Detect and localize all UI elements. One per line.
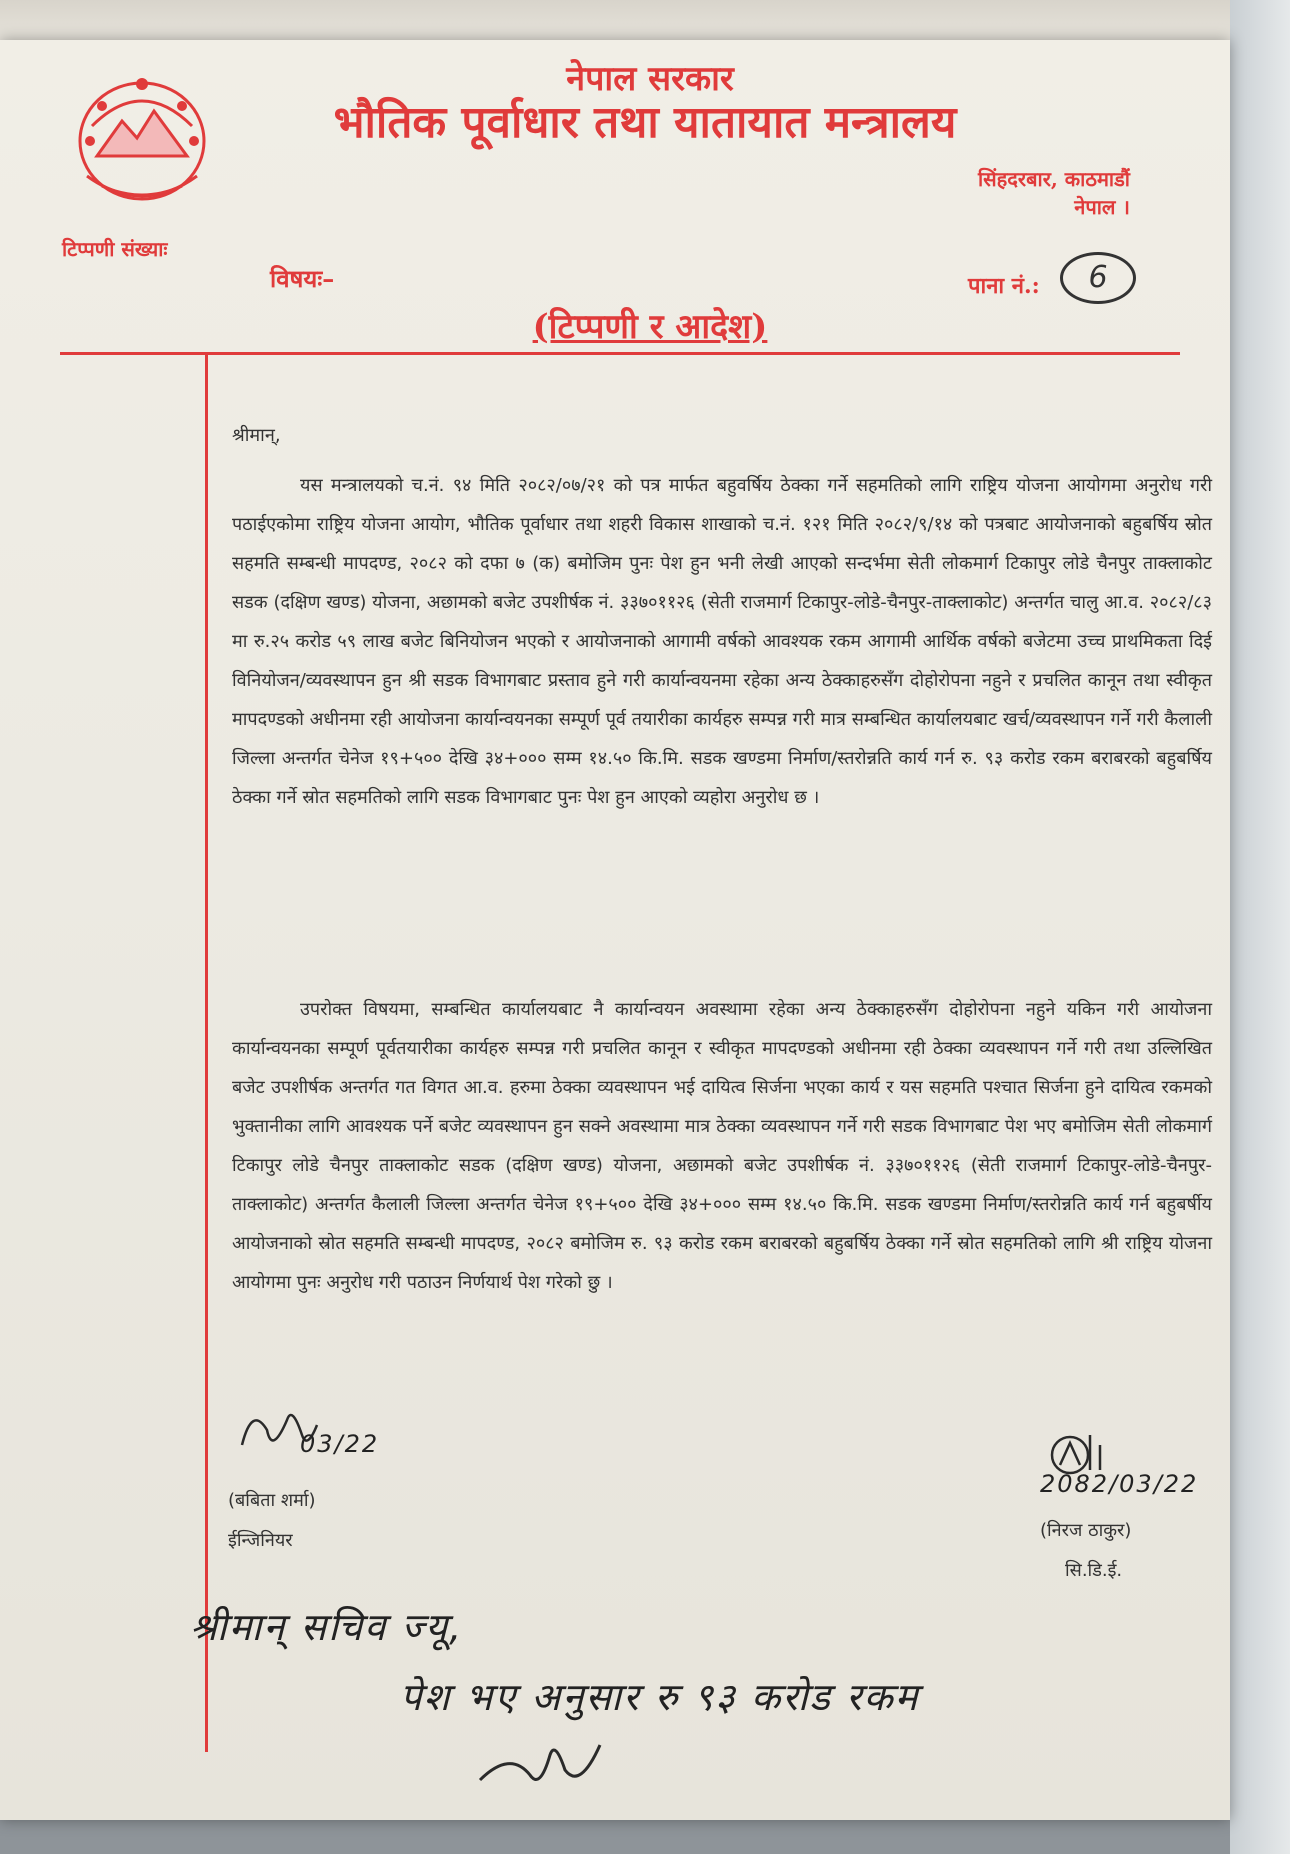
handwritten-initials-scribble (470, 1730, 620, 1800)
office-address (900, 165, 1130, 221)
background-surface (1230, 0, 1290, 1854)
document-heading: (टिप्पणी र आदेश) (532, 307, 768, 347)
salutation: श्रीमान्, (232, 425, 281, 446)
paragraph-2: उपरोक्त विषयमा, सम्बन्धित कार्यालयबाट नै कार्यान्वयन अवस्थामा रहेका अन्य ठेक्काहरुसँग दोहोरोपना नहुने यकिन गरी आयोजना कार्यान्वयनका सम्पूर्ण पूर्वतयारीका कार्यहरु सम्पन्न गरी प्रचलित कानून र स्वीकृत मापदण्डको अधीनमा रही ठेक्का व्यवस्थापन गर्ने गरी तथा उल्लिखित बजेट उपशीर्षक अन्तर्गत गत विगत आ.व. हरुमा ठेक्का व्यवस्थापन भई दायित्व सिर्जना भएका कार्य र यस सहमति पश्चात सिर्जना हुने दायित्व रकमको भुक्तानीका लागि आवश्यक पर्ने बजेट व्यवस्थापन हुन सक्ने अवस्थामा मात्र ठेक्का व्यवस्थापन गर्ने गरी सडक विभागबाट पेश भए बमोजिम सेती लोकमार्ग टिकापुर लोडे चैनपुर ताक्लाकोट सडक (दक्षिण खण्ड) योजना, अछामको बजेट उपशीर्षक नं. ३३७०११२६ (सेती राजमार्ग टिकापुर-लोडे-चैनपुर-ताक्लाकोट) अन्तर्गत कैलाली जिल्ला अन्तर्गत चेनेज १९+५०० देखि ३४+००० सम्म १४.५० कि.मि. सडक खण्डमा निर्माण/स्तरोन्नति कार्य गर्न बहुबर्षीय आयोजनाको स्रोत सहमति सम्बन्धी मापदण्ड, २०८२ बमोजिम रु. ९३ करोड रकम बराबरको बहुबर्षिय ठेक्का गर्ने स्रोत सहमतिको लागि श्री राष्ट्रिय योजना आयोगमा पुनः अनुरोध गरी पठाउन निर्णयार्थ पेश गरेको छु । (232, 999, 1212, 1293)
right-signature-date: 2082/03/22 (1040, 1470, 1199, 1498)
handwritten-note-line-2: पेश भए अनुसार रु ९३ करोड रकम (400, 1675, 920, 1719)
tippani-number-label: टिप्पणी संख्याः (62, 237, 168, 261)
nepal-government-emblem-icon (62, 66, 222, 216)
page-number-value: 6 (1060, 252, 1136, 304)
right-signatory-name: (निरज ठाकुर) (1040, 1520, 1132, 1541)
left-signature-date: 03/22 (300, 1430, 380, 1458)
margin-rule (205, 352, 208, 1752)
paragraph-1: यस मन्त्रालयको च.नं. ९४ मिति २०८२/०७/२१ को पत्र मार्फत बहुवर्षिय ठेक्का गर्ने सहमतिको लागि राष्ट्रिय योजना आयोगमा अनुरोध गरी पठाईएकोमा राष्ट्रिय योजना आयोग, भौतिक पूर्वाधार तथा शहरी विकास शाखाको च.नं. १२१ मिति २०८२/९/१४ को पत्रबाट आयोजनाको बहुबर्षिय स्रोत सहमति सम्बन्धी मापदण्ड, २०८२ को दफा ७ (क) बमोजिम पुनः पेश हुन भनी लेखी आएको सन्दर्भमा सेती लोकमार्ग टिकापुर लोडे चैनपुर ताक्लाकोट सडक (दक्षिण खण्ड) योजना, अछामको बजेट उपशीर्षक नं. ३३७०११२६ (सेती राजमार्ग टिकापुर-लोडे-चैनपुर-ताक्लाकोट) अन्तर्गत चालु आ.व. २०८२/८३ मा रु.२५ करोड ५९ लाख बजेट बिनियोजन भएको र आयोजनाको आगामी वर्षको आवश्यक रकम आगामी आर्थिक वर्षको बजेटमा उच्च प्राथमिकता दिई विनियोजन/व्यवस्थापन हुन श्री सडक विभागबाट प्रस्ताव हुने गरी कार्यान्वयनमा रहेका अन्य ठेक्काहरुसँग दोहोरोपना नहुने र प्रचलित कानून तथा स्वीकृत मापदण्डको अधीनमा रही आयोजना कार्यान्वयनका सम्पूर्ण पूर्व तयारीका कार्यहरु सम्पन्न गरी मात्र सम्बन्धित कार्यालयबाट खर्च/व्यवस्थापन गर्ने गरी कैलाली जिल्ला अन्तर्गत चेनेज १९+५०० देखि ३४+००० सम्म १४.५० कि.मि. सडक खण्डमा निर्माण/स्तरोन्नति कार्य गर्न रु. ९३ करोड रकम बराबरको बहुबर्षिय ठेक्का गर्ने स्रोत सहमतिको लागि सडक विभागबाट पुनः पेश हुन आएको व्यहोरा अनुरोध छ । (232, 475, 1212, 808)
address-line-1: सिंहदरबार, काठमाडौं (977, 167, 1130, 191)
header-rule (60, 352, 1180, 355)
left-signatory-title: ईन्जिनियर (228, 1530, 293, 1551)
tippani-document (0, 40, 1230, 1820)
left-signatory-name: (बबिता शर्मा) (228, 1490, 316, 1511)
right-signatory-title: सि.डि.ई. (1065, 1560, 1123, 1581)
address-line-2: नेपाल । (1074, 195, 1130, 219)
government-name: नेपाल सरकार (566, 59, 734, 99)
handwritten-note-line-1: श्रीमान् सचिव ज्यू, (190, 1605, 464, 1649)
subject-label: विषयः– (270, 264, 335, 293)
page-number-label: पाना नं.: (968, 273, 1040, 299)
ministry-name: भौतिक पूर्वाधार तथा यातायात मन्त्रालय (333, 97, 957, 148)
